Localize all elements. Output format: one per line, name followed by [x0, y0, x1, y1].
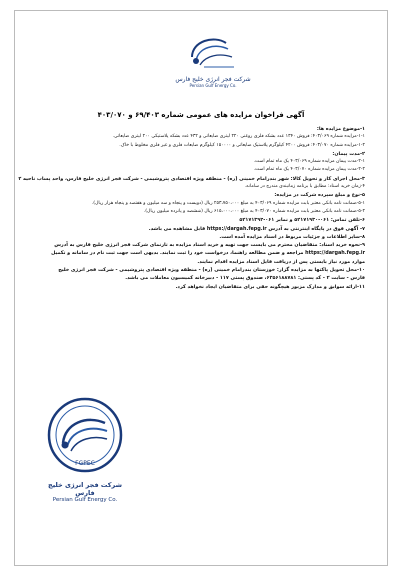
announcement-line: ۲-۱-مدت پیمان مزایده شماره ۴۰۳/۰۶۹ یک ماه تمام است.	[253, 159, 365, 165]
company-logo-footer	[39, 395, 131, 507]
announcement-line: ۱-۲-مزایده شماره ۴۰۳/۰۷۰: فروش ۴۲۰۰ کیلوگرم پلاستیک ضایعاتی و ۱۵۰۰۰۰ کیلوگرم ضایعات فلزی و غیر فلزی مخلوط با خاک.	[119, 142, 365, 148]
announcement-line: ۱۱-ارائه سوابق و مدارک مزبور هیچگونه حقی برای متقاضیان ایجاد نخواهد کرد.	[175, 283, 365, 290]
announcement-line: ۵-۲-ضمانت نامه بانکی معتبر بابت مزایده شماره ۴۰۳/۰۷۰ به مبلغ ۶۱۵،۰۰۰،۰۰۰ ریال (ششصد و پانزده میلیون ریال).	[143, 208, 365, 214]
seal-emblem-text: FGPEC	[75, 460, 95, 467]
announcement-line: ۳-محل اجرای کار و تحویل کالا: شهر بندرامام خمینی (ره) - منطقه ویژه اقتصادی پتروشیمی - شرکت فجر انرژی خلیج فارس، واحد پساب ناحیه ۲	[18, 175, 365, 182]
company-logo-header	[165, 31, 261, 103]
announcement-line: ۹-نحوه خرید اسناد: متقاضیان محترم می بایست جهت تهیه و خرید اسناد مزایده به تارنمای شرکت فجر انرژی خلیج فارس به آدرس https://dargah.fepg.ir مراجعه و ضمن مطالعه راهنما، درخواست خود را ثبت نمایند. بدیهی است جهت ثبت نام در سامانه و تکمیل موارد مورد نیاز بایستی پس از دریافت فایل اسناد مزایده اقدام نمایند.	[51, 242, 365, 265]
announcement-line: ۵-۱-ضمانت نامه بانکی معتبر بابت مزایده شماره ۴۰۳/۰۶۹ به مبلغ ۲۵۳،۷۵۰،۰۰۰ ریال (دویست و پنجاه و سه میلیون و هفتصد و پنجاه هزار ریال).	[91, 200, 365, 206]
announcement-line: ۲-۲-مدت پیمان مزایده شماره ۴۰۳/۰۷۰ یک ماه تمام است.	[253, 167, 365, 173]
announcement-line: ۶-تلفن تماس: ۰۶۱-۵۲۱۷۱۹۳۰ و نمابر ۰۶۱-۵۲۱۷۱۳۹۴	[239, 217, 365, 224]
announcement-line: ۱-موضوع مزایده ها:	[316, 126, 365, 132]
announcement-line: ۱۰-محل تحویل پاکتها به مزایده گزار: خوزستان بندرامام خمینی (ره) - منطقه ویژه اقتصادی پتروشیمی - شرکت فجر انرژی خلیج فارس - سایت ۲ - کد پستی: ۶۳۵۶۱۸۸۷۸۱، صندوق پستی ۱۱۷ - دبیرخانه کمیسیون معاملات می باشد.	[58, 267, 365, 282]
announcement-title: آگهی فراخوان مزایده های عمومی شماره ۶۹/۴۰۳ و ۴۰۳/۰۷۰	[97, 111, 305, 119]
announcement-line: ۱-۱-مزایده شماره ۴۰۳/۰۶۹: فروش ۱۳۴۰ عدد بشکه فلزی روغنی ۲۲۰ لیتری ضایعاتی و ۴۳۲ عدد بشکه پلاستیکی ۲۰۰ لیتری ضایعاتی.	[112, 134, 365, 140]
logo-company-name-fa: شرکت فجر انرژی خلیج فارس	[175, 76, 251, 83]
document-page	[14, 10, 388, 566]
round-seal-emblem-icon	[41, 395, 129, 475]
announcement-line: ۴-زمان خرید اسناد: مطابق با برنامه زمانبندی مندرج در سامانه.	[244, 184, 365, 190]
announcement-line: ۸-سایر اطلاعات و جزئیات مربوط در اسناد مزایده آمده است.	[219, 233, 365, 240]
footer-company-name-fa: شرکت فجر انرژی خلیج فارس	[48, 481, 122, 497]
announcement-body	[18, 125, 365, 291]
announcement-line: ۷- آگهی فوق در پایگاه اینترنتی به آدرس https://dargah.fepg.ir قابل مشاهده می باشد.	[148, 225, 365, 232]
footer-company-name-en: Persian Gulf Energy Co.	[52, 497, 118, 503]
announcement-line: ۵-نوع و مبلغ سپرده شرکت در مزایده:	[274, 192, 365, 199]
logo-emblem-icon	[184, 31, 242, 75]
logo-company-name-en: Persian Gulf Energy Co.	[189, 83, 237, 88]
announcement-line: ۲-مدت پیمان:	[332, 150, 365, 157]
